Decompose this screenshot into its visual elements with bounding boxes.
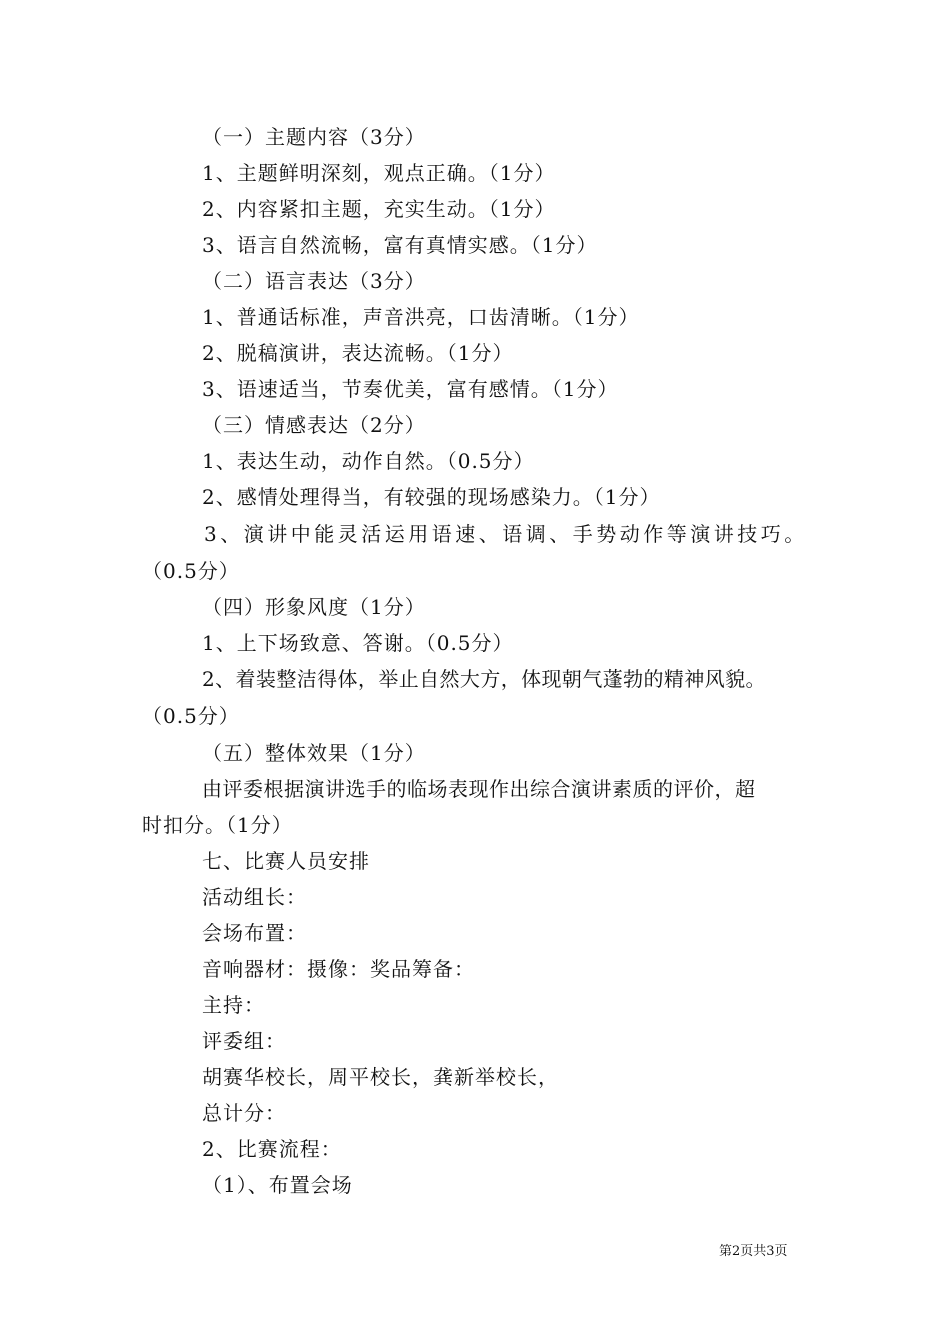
criterion-line-continuation: （0.5分） <box>142 704 240 728</box>
criterion-line: 2、脱稿演讲，表达流畅。（1分） <box>202 341 514 365</box>
criterion-line: 2、感情处理得当，有较强的现场感染力。（1分） <box>202 485 661 509</box>
criterion-line: 1、表达生动，动作自然。（0.5分） <box>202 449 535 473</box>
section-heading-image: （四）形象风度（1分） <box>202 595 426 619</box>
process-step-line: （1）、布置会场 <box>202 1173 353 1197</box>
staff-role-line: 活动组长： <box>202 885 307 909</box>
body-paragraph-continuation: 时扣分。（1分） <box>142 813 293 837</box>
criterion-line: 2、内容紧扣主题，充实生动。（1分） <box>202 197 556 221</box>
section-heading-content: （一）主题内容（3分） <box>202 125 426 149</box>
criterion-line-continuation: （0.5分） <box>142 559 240 583</box>
criterion-line: 1、普通话标准，声音洪亮，口齿清晰。（1分） <box>202 305 640 329</box>
staff-role-line: 会场布置： <box>202 921 307 945</box>
criterion-line: 1、主题鲜明深刻，观点正确。（1分） <box>202 161 556 185</box>
section-heading-staff: 七、比赛人员安排 <box>202 849 370 873</box>
criterion-line: 3、演讲中能灵活运用语速、语调、手势动作等演讲技巧。 <box>204 522 808 546</box>
page-number-footer: 第2页共3页 <box>719 1244 788 1259</box>
body-paragraph: 由评委根据演讲选手的临场表现作出综合演讲素质的评价，超 <box>202 777 756 801</box>
staff-role-line: 主持： <box>202 993 265 1017</box>
criterion-line: 3、语速适当，节奏优美，富有感情。（1分） <box>202 377 619 401</box>
criterion-line: 2、着装整洁得体，举止自然大方，体现朝气蓬勃的精神风貌。 <box>202 667 766 691</box>
section-heading-emotion: （三）情感表达（2分） <box>202 413 426 437</box>
staff-role-line: 评委组： <box>202 1029 286 1053</box>
section-heading-language: （二）语言表达（3分） <box>202 269 426 293</box>
criterion-line: 3、语言自然流畅，富有真情实感。（1分） <box>202 233 598 257</box>
judges-names-line: 胡赛华校长，周平校长，龚新举校长， <box>202 1065 559 1089</box>
section-heading-overall: （五）整体效果（1分） <box>202 741 426 765</box>
staff-role-line: 音响器材：摄像：奖品筹备： <box>202 957 475 981</box>
section-heading-process: 2、比赛流程： <box>202 1137 342 1161</box>
staff-role-line: 总计分： <box>202 1101 286 1125</box>
criterion-line: 1、上下场致意、答谢。（0.5分） <box>202 631 514 655</box>
